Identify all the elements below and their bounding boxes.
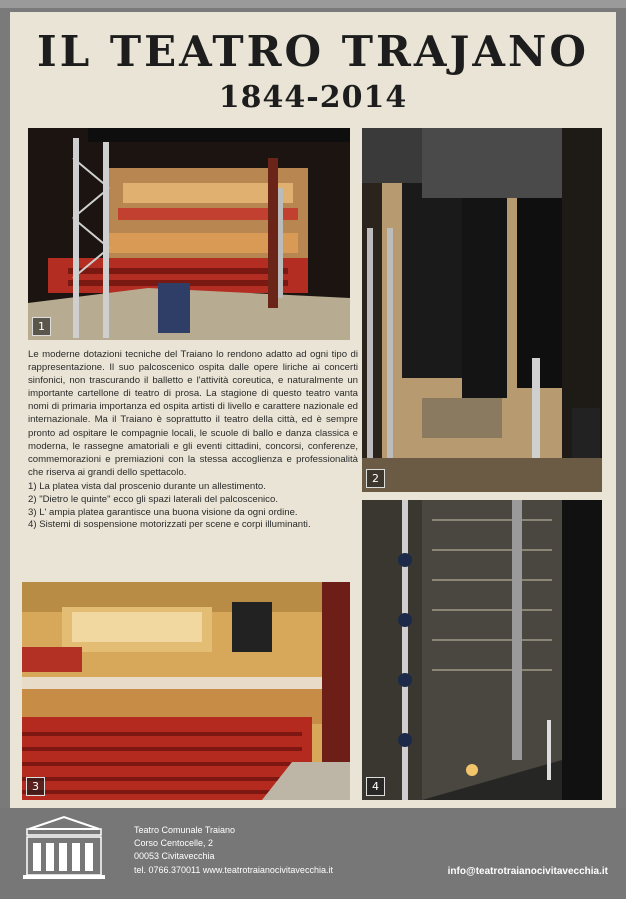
photo-suspension-systems xyxy=(362,500,602,800)
theatre-building-logo xyxy=(19,815,109,881)
phone-website[interactable]: tel. 0766.370011 www.teatrotraianocivitavecchia.it xyxy=(134,864,333,875)
photo-4-illustration xyxy=(362,500,602,800)
captions-list xyxy=(28,481,358,532)
address-city: 00053 Civitavecchia xyxy=(134,851,215,862)
photo-2-illustration xyxy=(362,128,602,492)
photo-number-badge: 3 xyxy=(26,777,45,796)
contact-info xyxy=(134,824,333,877)
caption-item: 1) La platea vista dal proscenio durante un allestimento. xyxy=(28,480,266,492)
photo-number-badge: 2 xyxy=(366,469,385,488)
poster-years: 1844-2014 xyxy=(218,80,408,115)
description-block xyxy=(28,348,358,532)
caption-item: 4) Sistemi di sospensione motorizzati per scene e corpi illuminanti. xyxy=(28,519,311,531)
photo-3-illustration xyxy=(22,582,350,800)
email-link[interactable]: info@teatrotraianocivitavecchia.it xyxy=(447,866,608,877)
description-text: Le moderne dotazioni tecniche del Traiano lo rendono adatto ad ogni tipo di rappresentazione. Il suo palcoscenico ospita dalle opere liriche ai concerti sinfonici, non trascurando il balletto e l'attività coreutica, e naturalmente un importante cartellone di teatro di prosa. La stagione di questo teatro vanta nomi di primaria importanza ed ospita artisti di livello e carattere nazionale ed internazionale. Ma il Traiano è soprattutto il teatro della città, ed è sempre pronto ad ospitare le compagnie locali, le scuole di ballo e danza classica e moderna, le rassegne amatoriali e gli eventi cittadini, concorsi, conferenze, commemorazioni e premiazioni con la stessa accoglienza e professionalità che riserva ai grandi dello spettacolo. xyxy=(28,349,358,478)
photo-1-illustration xyxy=(28,128,350,340)
photo-platea-from-stage xyxy=(28,128,350,340)
address-street: Corso Centocelle, 2 xyxy=(134,838,214,849)
photo-number-badge: 4 xyxy=(366,777,385,796)
photo-auditorium xyxy=(22,582,350,800)
top-strip xyxy=(0,0,626,8)
poster xyxy=(10,12,616,808)
footer xyxy=(0,808,626,899)
caption-item: 2) "Dietro le quinte" ecco gli spazi laterali del palcoscenico. xyxy=(28,493,278,505)
caption-item: 3) L' ampia platea garantisce una buona visione da ogni ordine. xyxy=(28,506,298,518)
photo-number-badge: 1 xyxy=(32,317,51,336)
poster-title: IL TEATRO TRAJANO xyxy=(37,27,589,76)
photo-backstage xyxy=(362,128,602,492)
theatre-name: Teatro Comunale Traiano xyxy=(134,825,236,835)
